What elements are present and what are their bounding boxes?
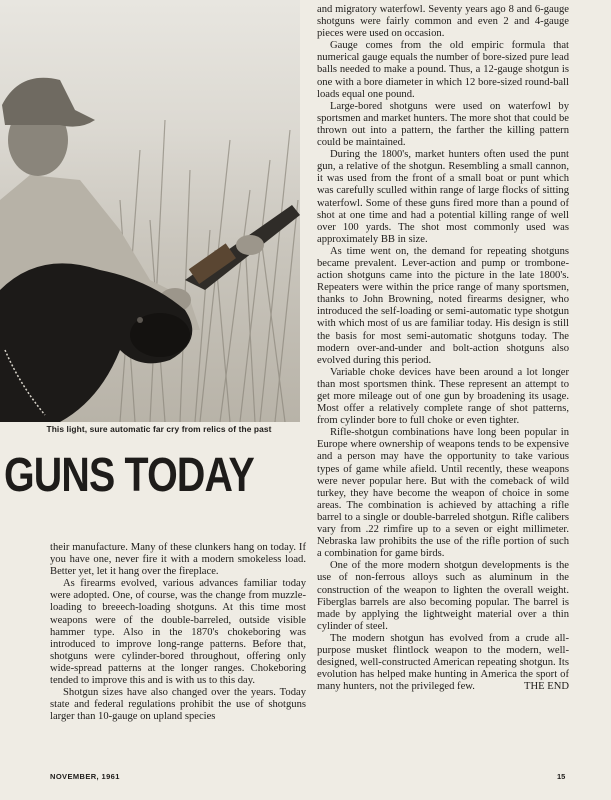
page-number: 15 [557,772,566,781]
paragraph [317,633,569,693]
the-end-mark: THE END [523,681,569,693]
photo-caption: This light, sure automatic far cry from relics of the past [46,424,272,434]
paragraph: Large-bored shotguns were used on waterfowl by sportsmen and market hunters. The more shot that could be thrown out into a pattern, the farther the killing pattern could be maintained. [317,100,569,149]
paragraph: Variable choke devices have been around a lot longer than most sportsmen think. These represent an attempt to get more mileage out of one gun by broadening its usage. Most offer a relatively complete range of shot patterns, from cylinder bore to full choke or even tighter. [317,366,569,427]
paragraph: Gauge comes from the old empiric formula that numerical gauge equals the number of bore-sized pure lead balls needed to make a pound. Thus, a 12-gauge shotgun is one with a bore diameter in which 12 bore-sized round-ball loads equal one pound. [317,40,569,100]
paragraph: Rifle-shotgun combinations have long been popular in Europe where ownership of weapons tends to be expensive and a person may have the opportunity to take various types of game while afield. Until recently, these weapons were never popular here. But with the comeback of wild turkey, they have become the weapon of choice in some areas. The combination is achieved by attaching a rifle barrel to a single or double-barreled shotgun. Rifle calibers vary from .22 rimfire up to a seven or eight millimeter. Nebraska law prohibits the use of the rifle portion of such a combination for game birds. [317,427,569,560]
paragraph: One of the more modern shotgun developments is the use of non-ferrous alloys such as aluminum in the construction of the weapon to lighten the overall weight. Fiberglas barrels are also becoming popular. The barrel is made by applying the lightweight material over a thin cylinder of steel. [317,560,569,632]
paragraph: During the 1800's, market hunters often used the punt gun, a relative of the shotgun. Resembling a small cannon, it was used from the front of a small boat or punt which was carefully sculled within range of large flocks of sitting waterfowl. Some of these guns fired more than a pound of shot at one time and had a potential killing range of well over 100 yards. The shot most commonly used was approximately BB in size. [317,149,569,245]
left-column [50,542,306,723]
photo-illustration [0,0,300,422]
paragraph: their manufacture. Many of these clunkers hang on today. If you have one, never fire it with a modern smokeless load. Better yet, let it hang over the fireplace. [50,542,306,578]
paragraph: As firearms evolved, various advances familiar today were adopted. One, of course, was the change from muzzle-loading to breeech-loading shotguns. At this time most weapons were of the double-barreled, outside visible hammer type. Also in the 1870's chokeboring was introduced to improve long-range patterns. Before that, shotguns were cylinder-bored throughout, offering only wide-spread patterns at the longer ranges. Chokeboring tended to improve this and is with us to this day. [50,578,306,687]
hunter-with-dog-photo [0,0,300,422]
paragraph: and migratory waterfowl. Seventy years ago 8 and 6-gauge shotguns were fairly common and even 2 and 4-gauge pieces were used on occasion. [317,4,569,40]
headline: GUNS TODAY [4,449,254,502]
issue-date: NOVEMBER, 1961 [50,772,120,781]
right-column [317,4,569,693]
closing-text: The modern shotgun has evolved from a crude all-purpose musket flintlock weapon to the modern, well-designed, well-constructed American repeating shotgun. Its evolution has helped make hunting in America the sport of many hunters, not the privileged few. [317,632,569,693]
paragraph: As time went on, the demand for repeating shotguns became prevalent. Lever-action and pump or trombone-action shotguns came into the picture in the late 1800's. Repeaters were within the price range of many sportsmen, thanks to John Browning, noted firearms designer, who introduced the self-loading or semi-automatic type shotgun with which most of us are familiar today. His design is still the basis for most semi-automatic shotguns today. The modern over-and-under and bolt-action shotguns also evolved during this period. [317,245,569,366]
paragraph: Shotgun sizes have also changed over the years. Today state and federal regulations prohibit the use of shotguns larger than 10-gauge on upland species [50,687,306,723]
